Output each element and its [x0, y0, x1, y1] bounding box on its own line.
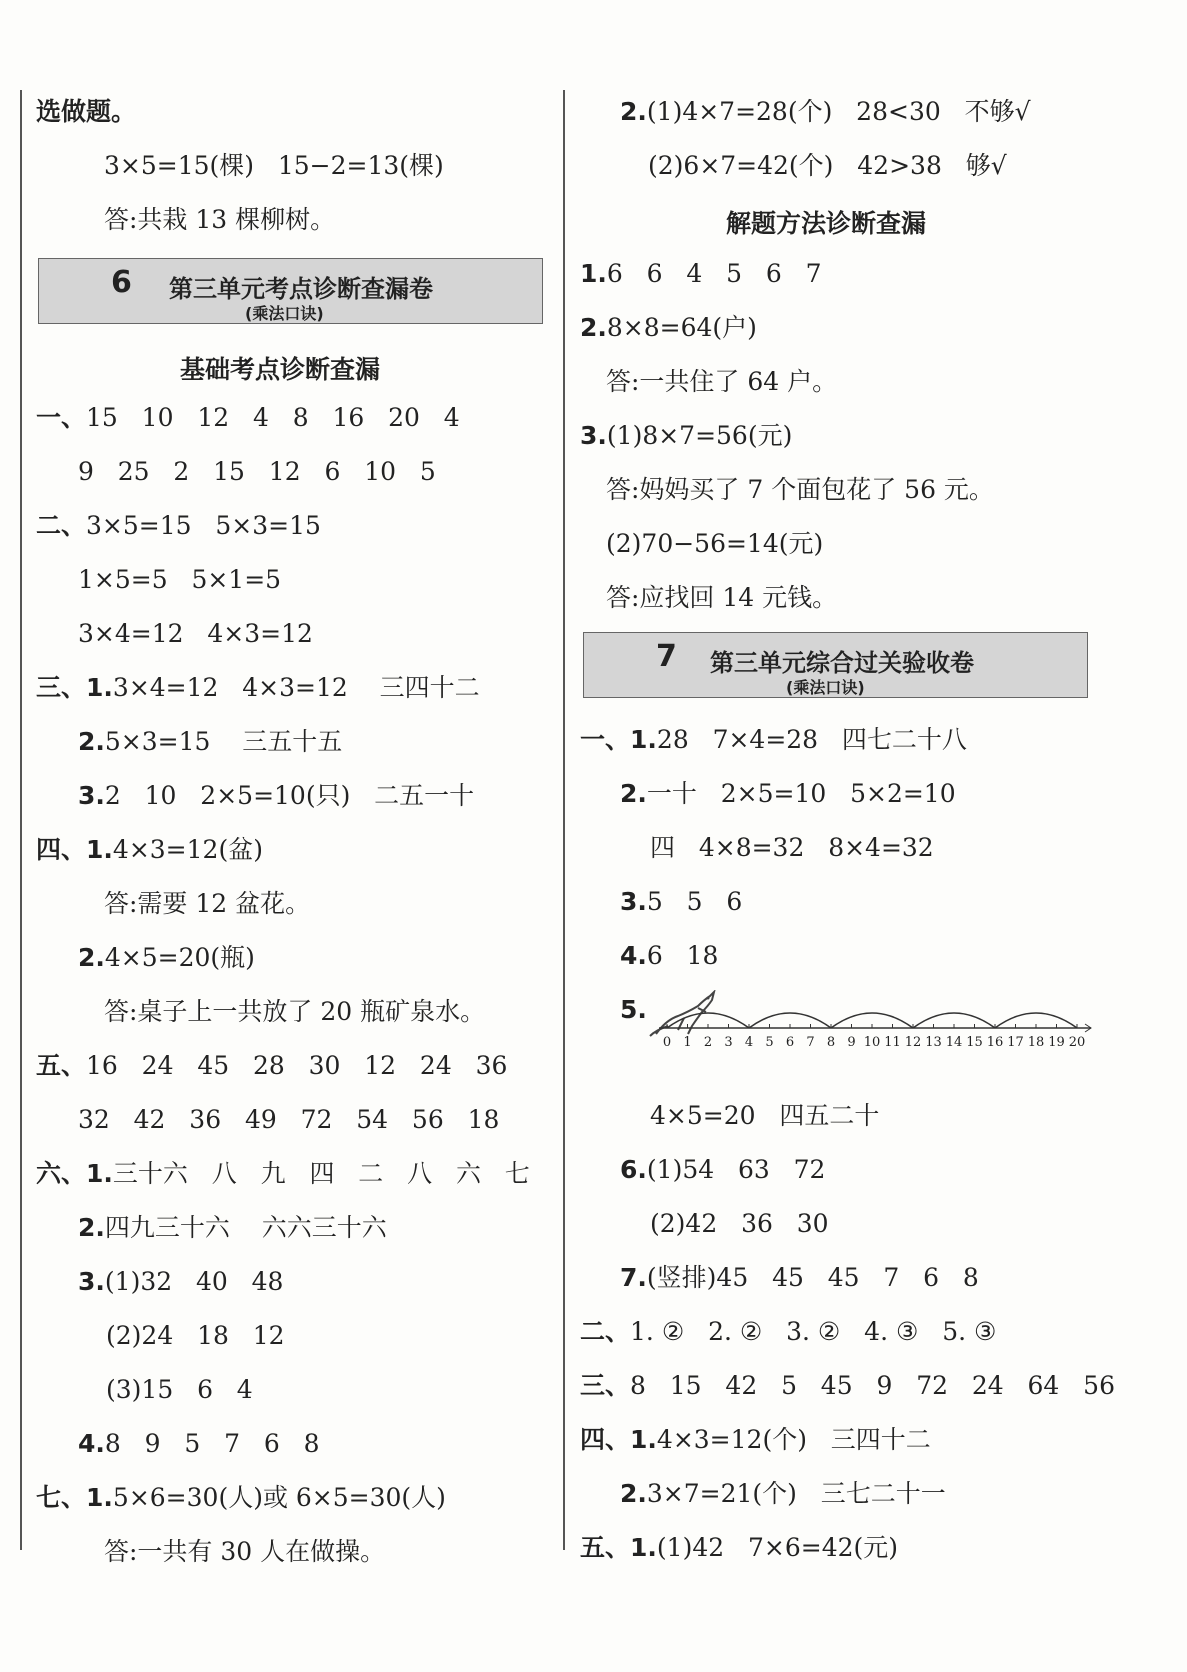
t1-line-5b: 4×5=20 四五二十	[650, 1101, 880, 1130]
t1-line-2: 2.一十 2×5=10 5×2=10	[620, 779, 956, 808]
banner-subtitle: (乘法口诀)	[786, 678, 865, 697]
banner-subtitle: (乘法口诀)	[245, 304, 324, 323]
s3-line-3: 3.2 10 2×5=10(只) 二五一十	[78, 781, 475, 810]
s4-answer-2: 答:桌子上一共放了 20 瓶矿泉水。	[104, 997, 486, 1026]
left-line-3: 答:共栽 13 棵柳树。	[104, 205, 336, 234]
banner-number: 7	[656, 639, 677, 674]
left-margin-rule	[20, 90, 22, 1550]
s2-line-b: 1×5=5 5×1=5	[78, 565, 282, 594]
t1-line-4: 4.6 18	[620, 941, 719, 970]
number-line-tick-label: 5	[765, 1035, 774, 1050]
number-line-tick-label: 6	[785, 1035, 795, 1050]
t1-line-5: 5.	[620, 995, 647, 1024]
t1-line-1: 一、1.28 7×4=28 四七二十八	[580, 725, 967, 754]
s6-line-4: 4.8 9 5 7 6 8	[78, 1429, 320, 1458]
number-line-tick-label: 4	[744, 1035, 754, 1050]
number-line-tick-label: 9	[847, 1035, 856, 1050]
number-line-tick-label: 19	[1048, 1035, 1065, 1050]
number-line-tick-label: 17	[1007, 1035, 1024, 1050]
number-line-tick-label: 3	[724, 1035, 733, 1050]
number-line-tick-label: 16	[986, 1035, 1004, 1050]
s5-line-a: 五、16 24 45 28 30 12 24 36	[36, 1051, 508, 1080]
s2-line-a: 二、3×5=15 5×3=15	[36, 511, 321, 540]
t4-line-1: 四、1.4×3=12(个) 三四十二	[580, 1425, 931, 1454]
s4-line-1: 四、1.4×3=12(盆)	[36, 835, 263, 864]
m3-answer-1: 答:妈妈买了 7 个面包花了 56 元。	[606, 475, 994, 504]
number-line-tick-label: 8	[826, 1035, 836, 1050]
section-heading-methods: 解题方法诊断查漏	[726, 209, 927, 238]
s7-answer-1: 答:一共有 30 人在做操。	[104, 1537, 386, 1566]
column-divider	[563, 90, 565, 1550]
s2-line-c: 3×4=12 4×3=12	[78, 619, 313, 648]
number-line-tick-label: 20	[1068, 1035, 1086, 1050]
s7-line-1: 七、1.5×6=30(人)或 6×5=30(人)	[36, 1483, 446, 1512]
number-line-tick-label: 1	[683, 1035, 692, 1050]
section-heading-basic: 基础考点诊断查漏	[180, 355, 381, 384]
s3-line-2: 2.5×3=15 三五十五	[78, 727, 343, 756]
r2-line-1: 2.(1)4×7=28(个) 28<30 不够√	[620, 97, 1031, 126]
s5-line-b: 32 42 36 49 72 54 56 18	[78, 1105, 500, 1134]
r2-line-2: (2)6×7=42(个) 42>38 够√	[648, 151, 1007, 180]
number-line	[655, 988, 1095, 1060]
t1-line-6: 6.(1)54 63 72	[620, 1155, 826, 1184]
number-line-tick-label: 14	[945, 1035, 963, 1050]
m2-answer: 答:一共住了 64 户。	[606, 367, 838, 396]
left-line-1: 选做题。	[36, 97, 137, 126]
s3-line-1: 三、1.3×4=12 4×3=12 三四十二	[36, 673, 480, 702]
m3-line-2: (2)70−56=14(元)	[606, 529, 824, 558]
number-line-tick-label: 10	[863, 1035, 881, 1050]
t3-line: 三、8 15 42 5 45 9 72 24 64 56	[580, 1371, 1115, 1400]
number-line-tick-label: 15	[966, 1035, 983, 1050]
t1-line-3: 3.5 5 6	[620, 887, 743, 916]
left-line-2: 3×5=15(棵) 15−2=13(棵)	[104, 151, 444, 180]
s1-line-b: 9 25 2 15 12 6 10 5	[78, 457, 436, 486]
t4-line-2: 2.3×7=21(个) 三七二十一	[620, 1479, 946, 1508]
s6-line-1: 六、1.三十六 八 九 四 二 八 六 七	[36, 1159, 530, 1188]
banner-title: 第三单元考点诊断查漏卷	[169, 275, 433, 303]
t2-line: 二、1. ② 2. ② 3. ② 4. ③ 5. ③	[580, 1317, 997, 1346]
m3-answer-2: 答:应找回 14 元钱。	[606, 583, 838, 612]
t1-line-2b: 四 4×8=32 8×4=32	[650, 833, 934, 862]
number-line-tick-label: 7	[806, 1035, 815, 1050]
s6-line-2: 2.四九三十六 六六三十六	[78, 1213, 387, 1242]
t1-line-7: 7.(竖排)45 45 45 7 6 8	[620, 1263, 979, 1292]
banner-number: 6	[111, 265, 132, 300]
banner-title: 第三单元综合过关验收卷	[710, 649, 974, 677]
t5-line-1: 五、1.(1)42 7×6=42(元)	[580, 1533, 899, 1562]
s4-answer-1: 答:需要 12 盆花。	[104, 889, 311, 918]
number-line-tick-label: 13	[925, 1035, 942, 1050]
unit-banner-6	[38, 258, 543, 324]
s1-line-a: 一、15 10 12 4 8 16 20 4	[36, 403, 460, 432]
number-line-tick-label: 11	[884, 1035, 901, 1050]
m1-line: 1.6 6 4 5 6 7	[580, 259, 822, 288]
number-line-tick-label: 18	[1027, 1035, 1045, 1050]
number-line-tick-label: 2	[703, 1035, 713, 1050]
t1-line-6b: (2)42 36 30	[650, 1209, 829, 1238]
number-line-tick-label: 0	[662, 1035, 672, 1050]
s6-line-3b: (2)24 18 12	[106, 1321, 285, 1350]
s4-line-2: 2.4×5=20(瓶)	[78, 943, 255, 972]
m2-line: 2.8×8=64(户)	[580, 313, 757, 342]
m3-line: 3.(1)8×7=56(元)	[580, 421, 793, 450]
s6-line-3c: (3)15 6 4	[106, 1375, 253, 1404]
number-line-tick-label: 12	[904, 1035, 922, 1050]
unit-banner-7	[583, 632, 1088, 698]
s6-line-3: 3.(1)32 40 48	[78, 1267, 284, 1296]
